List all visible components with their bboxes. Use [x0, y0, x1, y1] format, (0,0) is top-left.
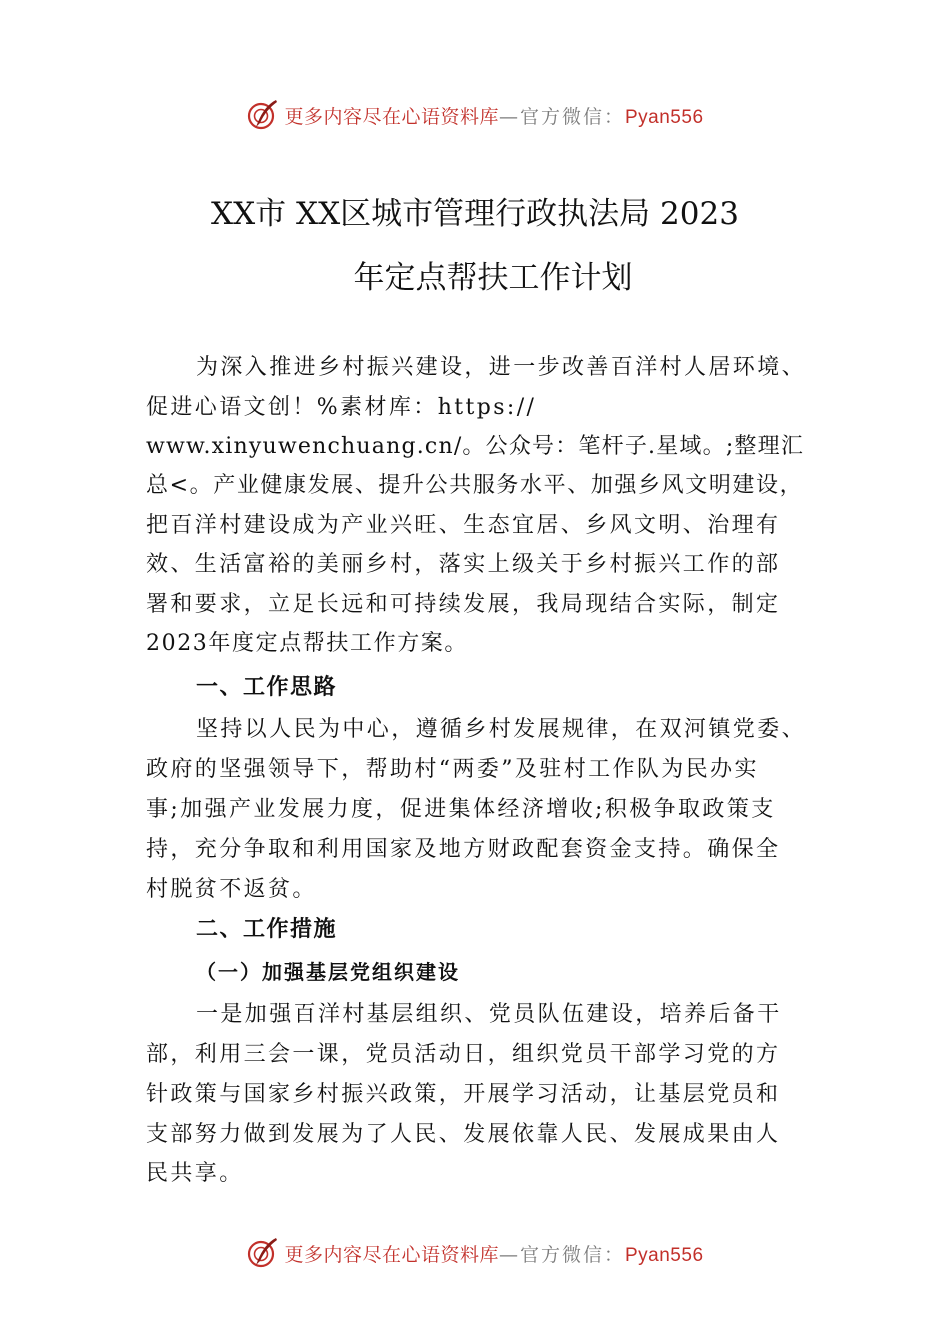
section-heading-work-approach: 一、工作思路 [196, 675, 338, 700]
sub1-line: 针政策与国家乡村振兴政策，开展学习活动，让基层党员和 [146, 1082, 781, 1107]
quill-logo-icon [246, 1236, 280, 1270]
intro-line: 署和要求，立足长远和可持续发展，我局现结合实际，制定 [146, 592, 781, 617]
section-heading-work-measures: 二、工作措施 [196, 917, 338, 942]
document-title-line-1: XX市 XX区城市管理行政执法局 2023 [211, 196, 739, 232]
subsection-heading-party-building: （一）加强基层党组织建设 [196, 960, 460, 984]
section1-line: 政府的坚强领导下，帮助村“两委”及驻村工作队为民办实 [146, 757, 759, 782]
watermark-handle: Pyan556 [625, 1244, 704, 1266]
quill-logo-icon [246, 98, 280, 132]
section1-line: 坚持以人民为中心，遵循乡村发展规律，在双河镇党委、 [196, 717, 807, 742]
sub1-line: 一是加强百洋村基层组织、党员队伍建设，培养后备干 [196, 1002, 782, 1027]
watermark-prefix: 更多内容尽在心语资料库 [284, 1243, 499, 1266]
watermark-prefix: 更多内容尽在心语资料库 [284, 105, 499, 128]
watermark-label: 官方微信： [519, 105, 625, 128]
intro-line: 效、生活富裕的美丽乡村，落实上级关于乡村振兴工作的部 [146, 552, 781, 577]
intro-line: 把百洋村建设成为产业兴旺、生态宜居、乡风文明、治理有 [146, 513, 781, 538]
watermark-dash: — [498, 105, 520, 128]
section1-line: 村脱贫不返贫。 [146, 877, 317, 902]
intro-line: www.xinyuwenchuang.cn/。公众号：笔杆子.星域。;整理汇 [146, 434, 805, 459]
watermark-banner-top [0, 95, 950, 135]
watermark-handle: Pyan556 [625, 106, 704, 128]
intro-line: 2023年度定点帮扶工作方案。 [146, 631, 468, 656]
document-title-line-2: 年定点帮扶工作计划 [353, 260, 633, 296]
sub1-line: 部，利用三会一课，党员活动日，组织党员干部学习党的方 [146, 1042, 781, 1067]
intro-line: 促进心语文创！%素材库：https:// [146, 395, 537, 420]
section1-line: 事;加强产业发展力度，促进集体经济增收;积极争取政策支 [146, 797, 776, 822]
intro-line: 总<。产业健康发展、提升公共服务水平、加强乡风文明建设， [146, 473, 804, 498]
sub1-line: 民共享。 [146, 1161, 244, 1186]
sub1-line: 支部努力做到发展为了人民、发展依靠人民、发展成果由人 [146, 1122, 781, 1147]
watermark-label: 官方微信： [519, 1243, 625, 1266]
intro-line: 为深入推进乡村振兴建设，进一步改善百洋村人居环境、 [196, 355, 807, 380]
watermark-banner-bottom [0, 1233, 950, 1273]
section1-line: 持，充分争取和利用国家及地方财政配套资金支持。确保全 [146, 837, 781, 862]
watermark-dash: — [498, 1243, 520, 1266]
